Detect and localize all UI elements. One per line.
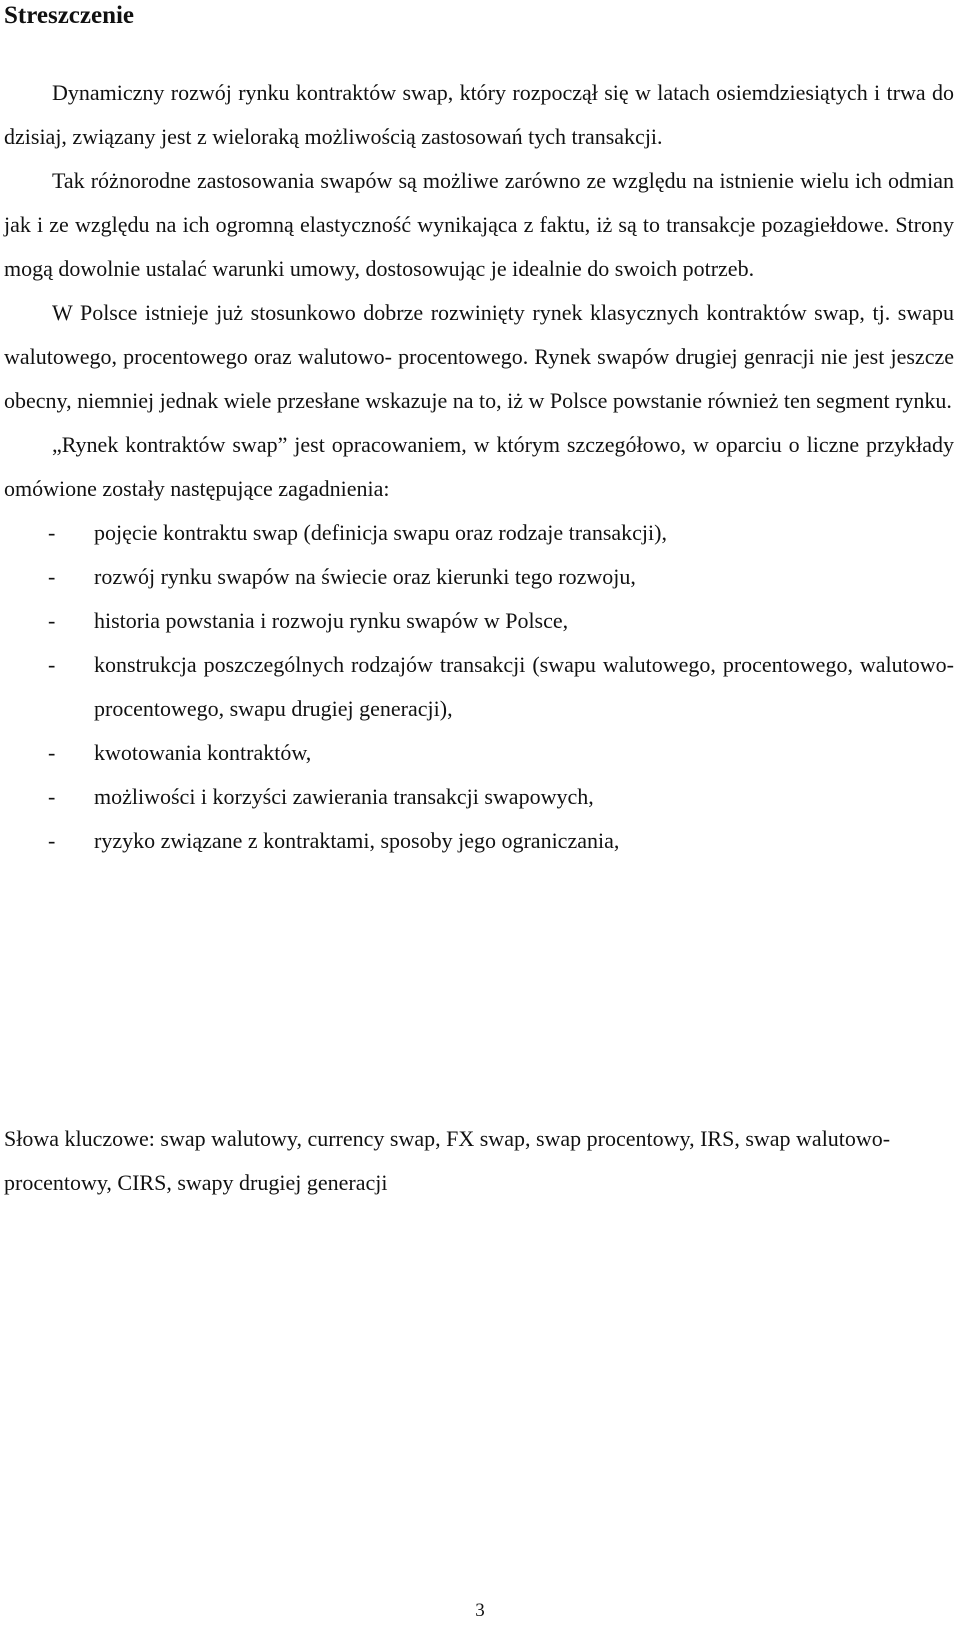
abstract-body	[4, 71, 954, 863]
list-dash: -	[48, 520, 56, 545]
page-number: 3	[475, 1600, 485, 1621]
list-item	[4, 511, 954, 555]
list-item	[4, 599, 954, 643]
list-dash: -	[48, 608, 56, 633]
list-item	[4, 775, 954, 819]
list-item-text: konstrukcja poszczególnych rodzajów transakcji (swapu walutowego, procentowego, walutowo- procentowego, swapu drugiej generacji),	[94, 652, 954, 721]
list-dash: -	[48, 828, 56, 853]
list-item	[4, 731, 954, 775]
list-dash: -	[48, 652, 56, 677]
list-item	[4, 819, 954, 863]
list-item-text: możliwości i korzyści zawierania transakcji swapowych,	[94, 784, 594, 809]
list-dash: -	[48, 740, 56, 765]
keywords: Słowa kluczowe: swap walutowy, currency swap, FX swap, swap procentowy, IRS, swap walutowo- procentowy, CIRS, swapy drugiej generacji	[4, 1126, 891, 1195]
list-item-text: rozwój rynku swapów na świecie oraz kierunki tego rozwoju,	[94, 564, 636, 589]
list-item-text: pojęcie kontraktu swap (definicja swapu oraz rodzaje transakcji),	[94, 520, 667, 545]
paragraph: Tak różnorodne zastosowania swapów są możliwe zarówno ze względu na istnienie wielu ich odmian jak i ze względu na ich ogromną elastyczność wynikająca z faktu, iż są to transakcje pozagiełdowe. Strony mogą dowolnie ustalać warunki umowy, dostosowując je idealnie do swoich potrzeb.	[4, 168, 954, 281]
list-item	[4, 555, 954, 599]
list-item-text: ryzyko związane z kontraktami, sposoby jego ograniczania,	[94, 828, 620, 853]
list-item-text: kwotowania kontraktów,	[94, 740, 312, 765]
list-dash: -	[48, 564, 56, 589]
list-dash: -	[48, 784, 56, 809]
paragraph: „Rynek kontraktów swap” jest opracowaniem, w którym szczegółowo, w oparciu o liczne przykłady omówione zostały następujące zagadnienia:	[4, 432, 954, 501]
paragraph: Dynamiczny rozwój rynku kontraktów swap, który rozpoczął się w latach osiemdziesiątych i trwa do dzisiaj, związany jest z wieloraką możliwością zastosowań tych transakcji.	[4, 80, 954, 149]
paragraph: W Polsce istnieje już stosunkowo dobrze rozwinięty rynek klasycznych kontraktów swap, tj. swapu walutowego, procentowego oraz walutowo- procentowego. Rynek swapów drugiej genracji nie jest jeszcze obecny, niemniej jednak wiele przesłane wskazuje na to, iż w Polsce powstanie również ten segment rynku.	[4, 300, 954, 413]
list-item	[4, 643, 954, 731]
topics-list	[4, 511, 954, 863]
list-item-text: historia powstania i rozwoju rynku swapów w Polsce,	[94, 608, 569, 633]
document-title: Streszczenie	[4, 2, 135, 29]
